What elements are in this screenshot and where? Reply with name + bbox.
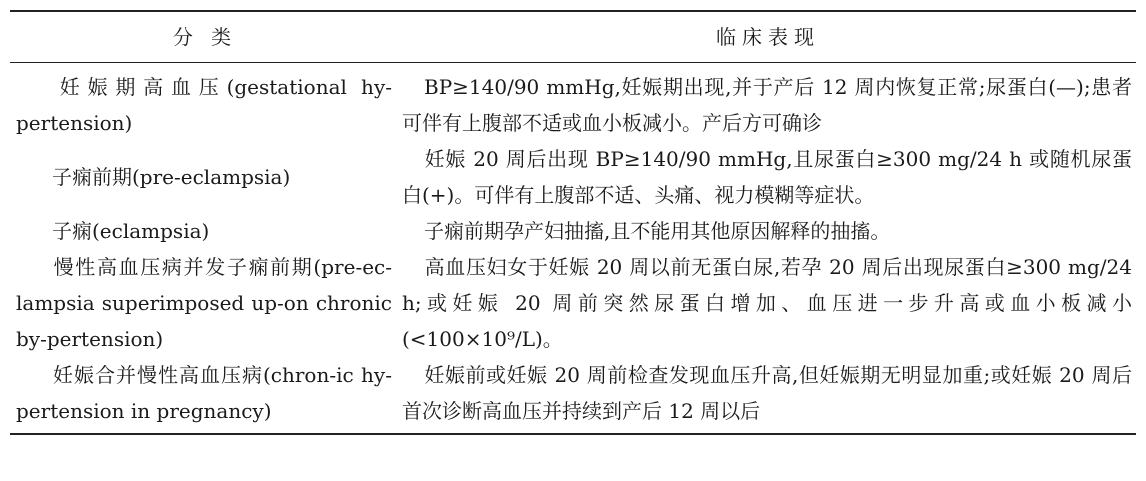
table-row: [10, 213, 1136, 249]
table-body: [10, 63, 1136, 435]
row-manifestation: [400, 63, 1136, 142]
row-category: [10, 249, 400, 357]
header-row: [10, 11, 1136, 63]
manifestation-text: 子痫前期孕产妇抽搐,且不能用其他原因解释的抽搐。: [424, 219, 891, 243]
row-category: [10, 357, 400, 434]
header-category: 分 类: [10, 11, 400, 63]
table-row: [10, 141, 1136, 213]
category-text-gestational-hypertension: [16, 69, 392, 141]
category-label: 子痫前期(pre-eclampsia): [52, 165, 291, 189]
table-row: [10, 357, 1136, 434]
classification-table-container: [10, 10, 1136, 435]
manifestation-text: 高血压妇女于妊娠 20 周以前无蛋白尿,若孕 20 周后出现尿蛋白≥300 mg/24 h;或妊娠 20 周前突然尿蛋白增加、血压进一步升高或血小板减小(<100×10⁹/L)。: [402, 255, 1132, 351]
category-label: 慢性高血压病并发子痫前期(pre-ec-lampsia superimposed up-on chronic by-pertension): [16, 255, 392, 351]
manifestation-text: 妊娠 20 周后出现 BP≥140/90 mmHg,且尿蛋白≥300 mg/24 h 或随机尿蛋白(+)。可伴有上腹部不适、头痛、视力模糊等症状。: [402, 147, 1132, 207]
row-manifestation: [400, 249, 1136, 357]
header-clinical-manifestation: 临床表现: [400, 11, 1136, 63]
row-category: [10, 141, 400, 213]
category-label: 妊娠期高血压(gestational hy-pertension): [16, 75, 392, 135]
hypertension-classification-table: [10, 10, 1136, 435]
row-manifestation: [400, 141, 1136, 213]
category-label: 子痫(eclampsia): [52, 219, 210, 243]
table-header: [10, 11, 1136, 63]
row-manifestation: [400, 213, 1136, 249]
table-row: [10, 63, 1136, 142]
row-category: [10, 213, 400, 249]
manifestation-text: BP≥140/90 mmHg,妊娠期出现,并于产后 12 周内恢复正常;尿蛋白(—);患者可伴有上腹部不适或血小板减小。产后方可确诊: [402, 75, 1132, 135]
table-row: [10, 249, 1136, 357]
row-manifestation: [400, 357, 1136, 434]
manifestation-text: 妊娠前或妊娠 20 周前检查发现血压升高,但妊娠期无明显加重;或妊娠 20 周后首次诊断高血压并持续到产后 12 周以后: [402, 363, 1132, 423]
category-label: 妊娠合并慢性高血压病(chron-ic hy-pertension in pregnancy): [16, 363, 392, 423]
row-category: [10, 63, 400, 142]
